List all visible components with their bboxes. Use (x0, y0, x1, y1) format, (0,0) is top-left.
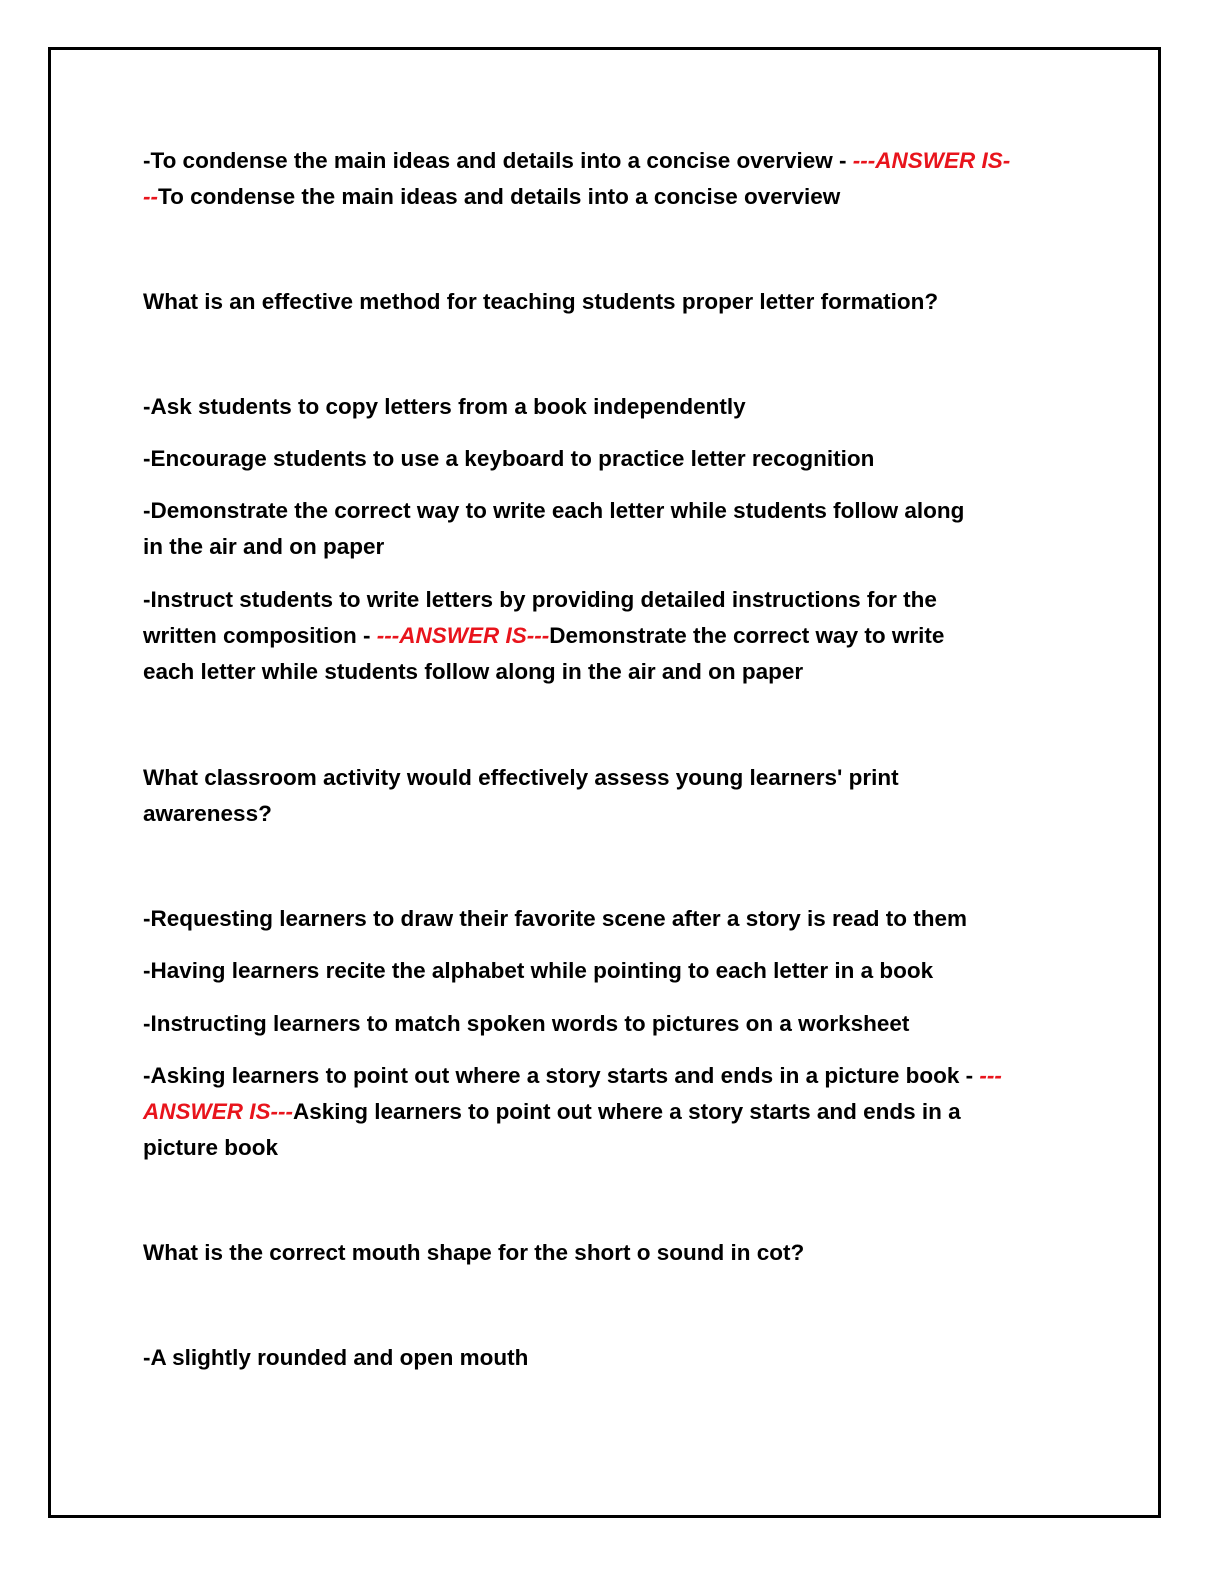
option-instruct-answer-cont: each letter while students follow along in the air and on paper (143, 659, 804, 684)
option-demonstrate-cont: in the air and on paper (143, 534, 385, 559)
option-rounded-mouth: -A slightly rounded and open mouth (143, 1345, 529, 1370)
question-letter-formation: What is an effective method for teaching students proper letter formation? (143, 289, 939, 314)
option-story-starts-answer-cont: picture book (143, 1135, 279, 1160)
option-copy-letters: -Ask students to copy letters from a book independently (143, 394, 746, 419)
option-keyboard: -Encourage students to use a keyboard to practice letter recognition (143, 446, 875, 471)
answer-line-1-cont: --To condense the main ideas and details into a concise overview (143, 184, 841, 209)
option-story-starts: -Asking learners to point out where a story starts and ends in a picture book - --- (143, 1063, 1002, 1088)
option-instruct: -Instruct students to write letters by providing detailed instructions for the (143, 587, 937, 612)
option-instruct-answer: written composition - ---ANSWER IS---Demonstrate the correct way to write (143, 623, 945, 648)
question-print-awareness-cont: awareness? (143, 801, 272, 826)
question-print-awareness: What classroom activity would effectively assess young learners' print (143, 765, 899, 790)
option-recite-alphabet: -Having learners recite the alphabet while pointing to each letter in a book (143, 958, 934, 983)
answer-line-1: -To condense the main ideas and details into a concise overview - ---ANSWER IS- (143, 148, 1011, 173)
option-story-starts-answer: ANSWER IS---Asking learners to point out where a story starts and ends in a (143, 1099, 961, 1124)
option-demonstrate: -Demonstrate the correct way to write each letter while students follow along (143, 498, 965, 523)
option-draw-scene: -Requesting learners to draw their favorite scene after a story is read to them (143, 906, 967, 931)
question-mouth-shape: What is the correct mouth shape for the short o sound in cot? (143, 1240, 805, 1265)
option-match-words: -Instructing learners to match spoken words to pictures on a worksheet (143, 1011, 910, 1036)
